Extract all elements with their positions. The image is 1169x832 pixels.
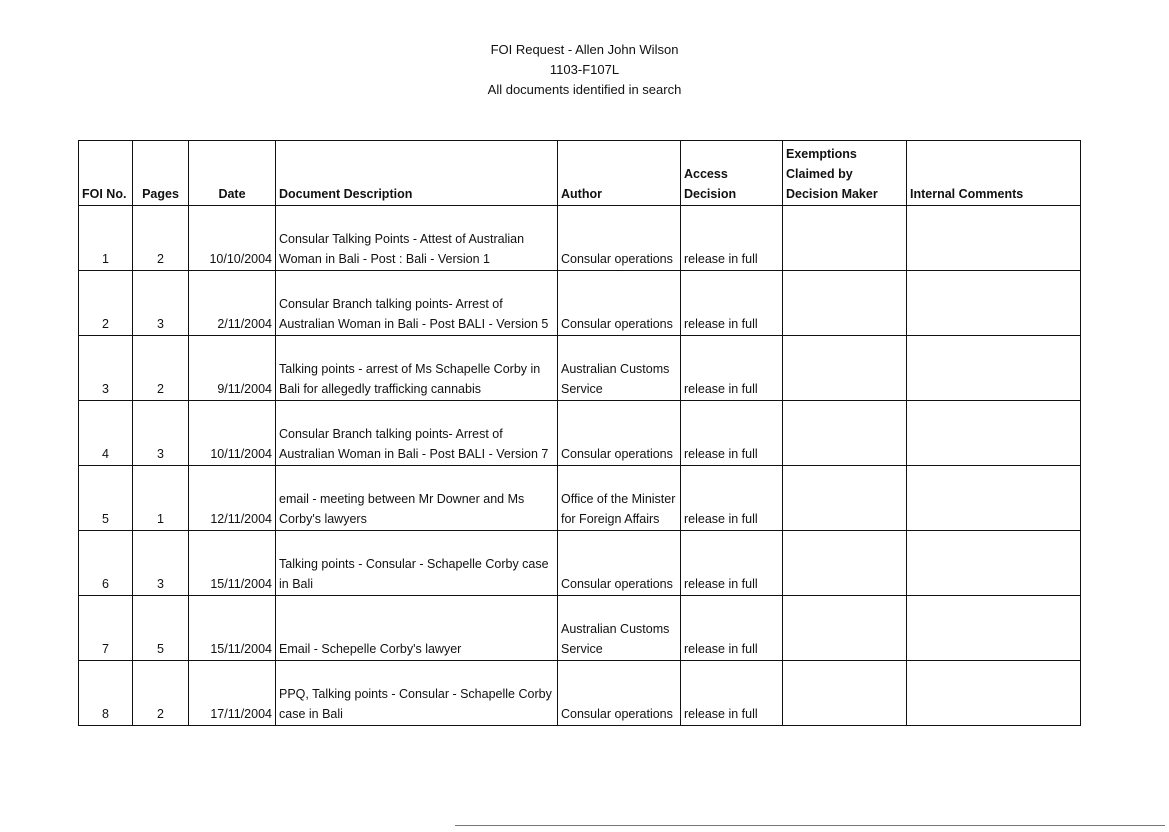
cell-description: Talking points - Consular - Schapelle Corby case in Bali [276, 531, 558, 596]
cell-date: 15/11/2004 [189, 596, 276, 661]
cell-date: 9/11/2004 [189, 336, 276, 401]
cell-exemptions [783, 271, 907, 336]
cell-author: Consular operations [558, 661, 681, 726]
cell-decision: release in full [681, 466, 783, 531]
cell-description: Email - Schepelle Corby's lawyer [276, 596, 558, 661]
cell-decision: release in full [681, 661, 783, 726]
cell-no: 1 [79, 206, 133, 271]
cell-decision: release in full [681, 596, 783, 661]
table-header-row [79, 141, 1081, 206]
cell-pages: 5 [133, 596, 189, 661]
table-row [79, 206, 1081, 271]
col-author: Author [558, 141, 681, 206]
cell-author: Office of the Minister for Foreign Affairs [558, 466, 681, 531]
cell-pages: 2 [133, 661, 189, 726]
document-title: FOI Request - Allen John Wilson [490, 42, 679, 57]
cell-no: 7 [79, 596, 133, 661]
col-description: Document Description [276, 141, 558, 206]
cell-comments [907, 531, 1081, 596]
cell-no: 8 [79, 661, 133, 726]
col-pages: Pages [133, 141, 189, 206]
cell-author: Consular operations [558, 206, 681, 271]
cell-no: 6 [79, 531, 133, 596]
document-subtitle: All documents identified in search [487, 82, 682, 97]
cell-description: email - meeting between Mr Downer and Ms Corby's lawyers [276, 466, 558, 531]
table-row [79, 466, 1081, 531]
cell-description: Consular Branch talking points- Arrest of Australian Woman in Bali - Post BALI - Version 7 [276, 401, 558, 466]
cell-description: Consular Talking Points - Attest of Australian Woman in Bali - Post : Bali - Version 1 [276, 206, 558, 271]
cell-no: 2 [79, 271, 133, 336]
cell-exemptions [783, 596, 907, 661]
cell-no: 3 [79, 336, 133, 401]
cell-exemptions [783, 531, 907, 596]
cell-exemptions [783, 466, 907, 531]
col-access-decision: Access Decision [681, 141, 783, 206]
cell-exemptions [783, 336, 907, 401]
cell-exemptions [783, 206, 907, 271]
cell-decision: release in full [681, 271, 783, 336]
cell-date: 15/11/2004 [189, 531, 276, 596]
cell-date: 10/10/2004 [189, 206, 276, 271]
col-internal-comments: Internal Comments [907, 141, 1081, 206]
cell-date: 17/11/2004 [189, 661, 276, 726]
cell-date: 10/11/2004 [189, 401, 276, 466]
cell-comments [907, 336, 1081, 401]
cell-comments [907, 271, 1081, 336]
cell-author: Australian Customs Service [558, 596, 681, 661]
cell-decision: release in full [681, 531, 783, 596]
cell-decision: release in full [681, 401, 783, 466]
cell-description: Consular Branch talking points- Arrest of Australian Woman in Bali - Post BALI - Version 5 [276, 271, 558, 336]
cell-pages: 2 [133, 336, 189, 401]
cell-pages: 1 [133, 466, 189, 531]
cell-date: 2/11/2004 [189, 271, 276, 336]
cell-exemptions [783, 661, 907, 726]
cell-comments [907, 661, 1081, 726]
table-row [79, 401, 1081, 466]
cell-comments [907, 401, 1081, 466]
cell-decision: release in full [681, 206, 783, 271]
col-foi-no: FOI No. [79, 141, 133, 206]
col-exemptions: Exemptions Claimed by Decision Maker [783, 141, 907, 206]
table-row [79, 661, 1081, 726]
cell-pages: 3 [133, 531, 189, 596]
col-date: Date [189, 141, 276, 206]
cell-author: Australian Customs Service [558, 336, 681, 401]
cell-date: 12/11/2004 [189, 466, 276, 531]
table-row [79, 596, 1081, 661]
cell-comments [907, 466, 1081, 531]
table-row [79, 531, 1081, 596]
cell-author: Consular operations [558, 531, 681, 596]
cell-no: 5 [79, 466, 133, 531]
page-edge-line [455, 825, 1165, 826]
cell-description: Talking points - arrest of Ms Schapelle Corby in Bali for allegedly trafficking cannabis [276, 336, 558, 401]
foi-documents-table [78, 140, 1081, 726]
cell-comments [907, 596, 1081, 661]
cell-author: Consular operations [558, 271, 681, 336]
cell-no: 4 [79, 401, 133, 466]
cell-exemptions [783, 401, 907, 466]
cell-decision: release in full [681, 336, 783, 401]
cell-author: Consular operations [558, 401, 681, 466]
cell-pages: 2 [133, 206, 189, 271]
table-row [79, 336, 1081, 401]
cell-comments [907, 206, 1081, 271]
reference-number: 1103-F107L [549, 62, 620, 77]
cell-pages: 3 [133, 271, 189, 336]
cell-description: PPQ, Talking points - Consular - Schapelle Corby case in Bali [276, 661, 558, 726]
cell-pages: 3 [133, 401, 189, 466]
table-row [79, 271, 1081, 336]
